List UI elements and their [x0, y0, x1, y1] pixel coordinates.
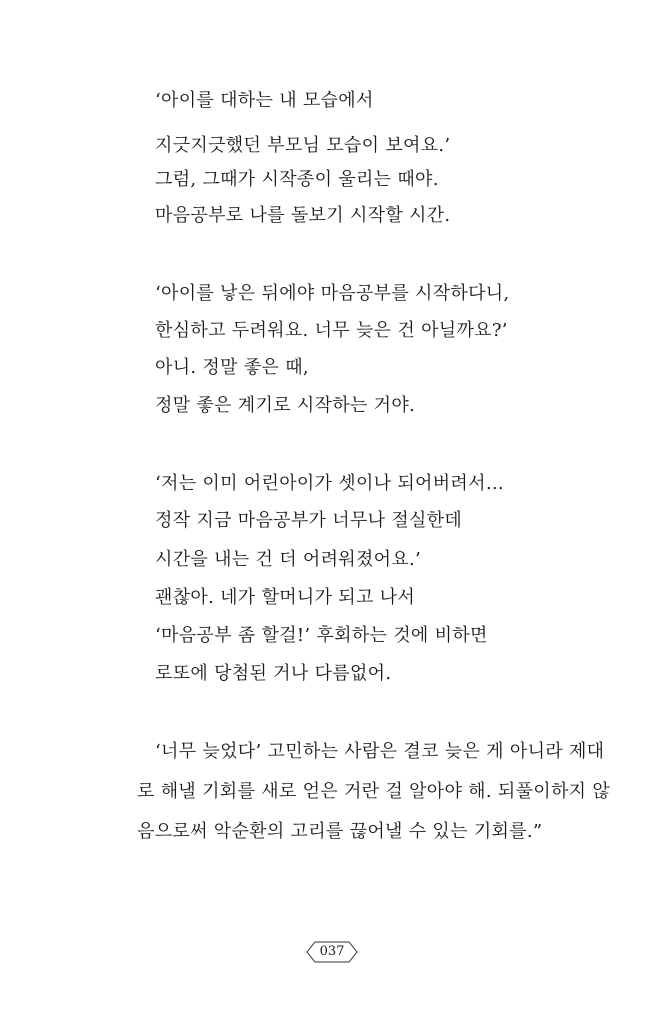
text-line: 아니. 정말 좋은 때, [155, 357, 309, 378]
text-line: 로또에 당첨된 거나 다름없어. [155, 663, 392, 684]
text-line: 정작 지금 마음공부가 너무나 절실한데 [155, 510, 463, 531]
text-line: ‘아이를 대하는 내 모습에서 [155, 90, 374, 111]
text-line: 마음공부로 나를 돌보기 시작할 시간. [155, 205, 451, 226]
text-line: 그럼, 그때가 시작종이 울리는 때야. [155, 169, 439, 190]
text-line: 지긋지긋했던 부모님 모습이 보여요.’ [155, 135, 451, 156]
text-line: ‘너무 늦었다’ 고민하는 사람은 결코 늦은 게 아니라 제대 [155, 741, 605, 762]
page-number: 037 [319, 944, 345, 959]
text-line: ‘아이를 낳은 뒤에야 마음공부를 시작하다니, [155, 283, 510, 304]
text-line: 시간을 내는 건 더 어려워졌어요.’ [155, 549, 422, 570]
text-line: 한심하고 두려워요. 너무 늦은 건 아닐까요?’ [155, 320, 508, 341]
text-line: 괜찮아. 네가 할머니가 되고 나서 [155, 587, 416, 608]
text-line: 음으로써 악순환의 고리를 끊어낼 수 있는 기회를.” [137, 821, 543, 842]
page-number-badge [305, 940, 359, 964]
text-line: ‘마음공부 좀 할걸!’ 후회하는 것에 비하면 [155, 625, 488, 646]
text-line: 정말 좋은 계기로 시작하는 거야. [155, 395, 416, 416]
text-line: ‘저는 이미 어린아이가 셋이나 되어버려서… [155, 473, 505, 494]
text-line: 로 해낼 기회를 새로 얻은 거란 걸 알아야 해. 되풀이하지 않 [137, 781, 611, 802]
